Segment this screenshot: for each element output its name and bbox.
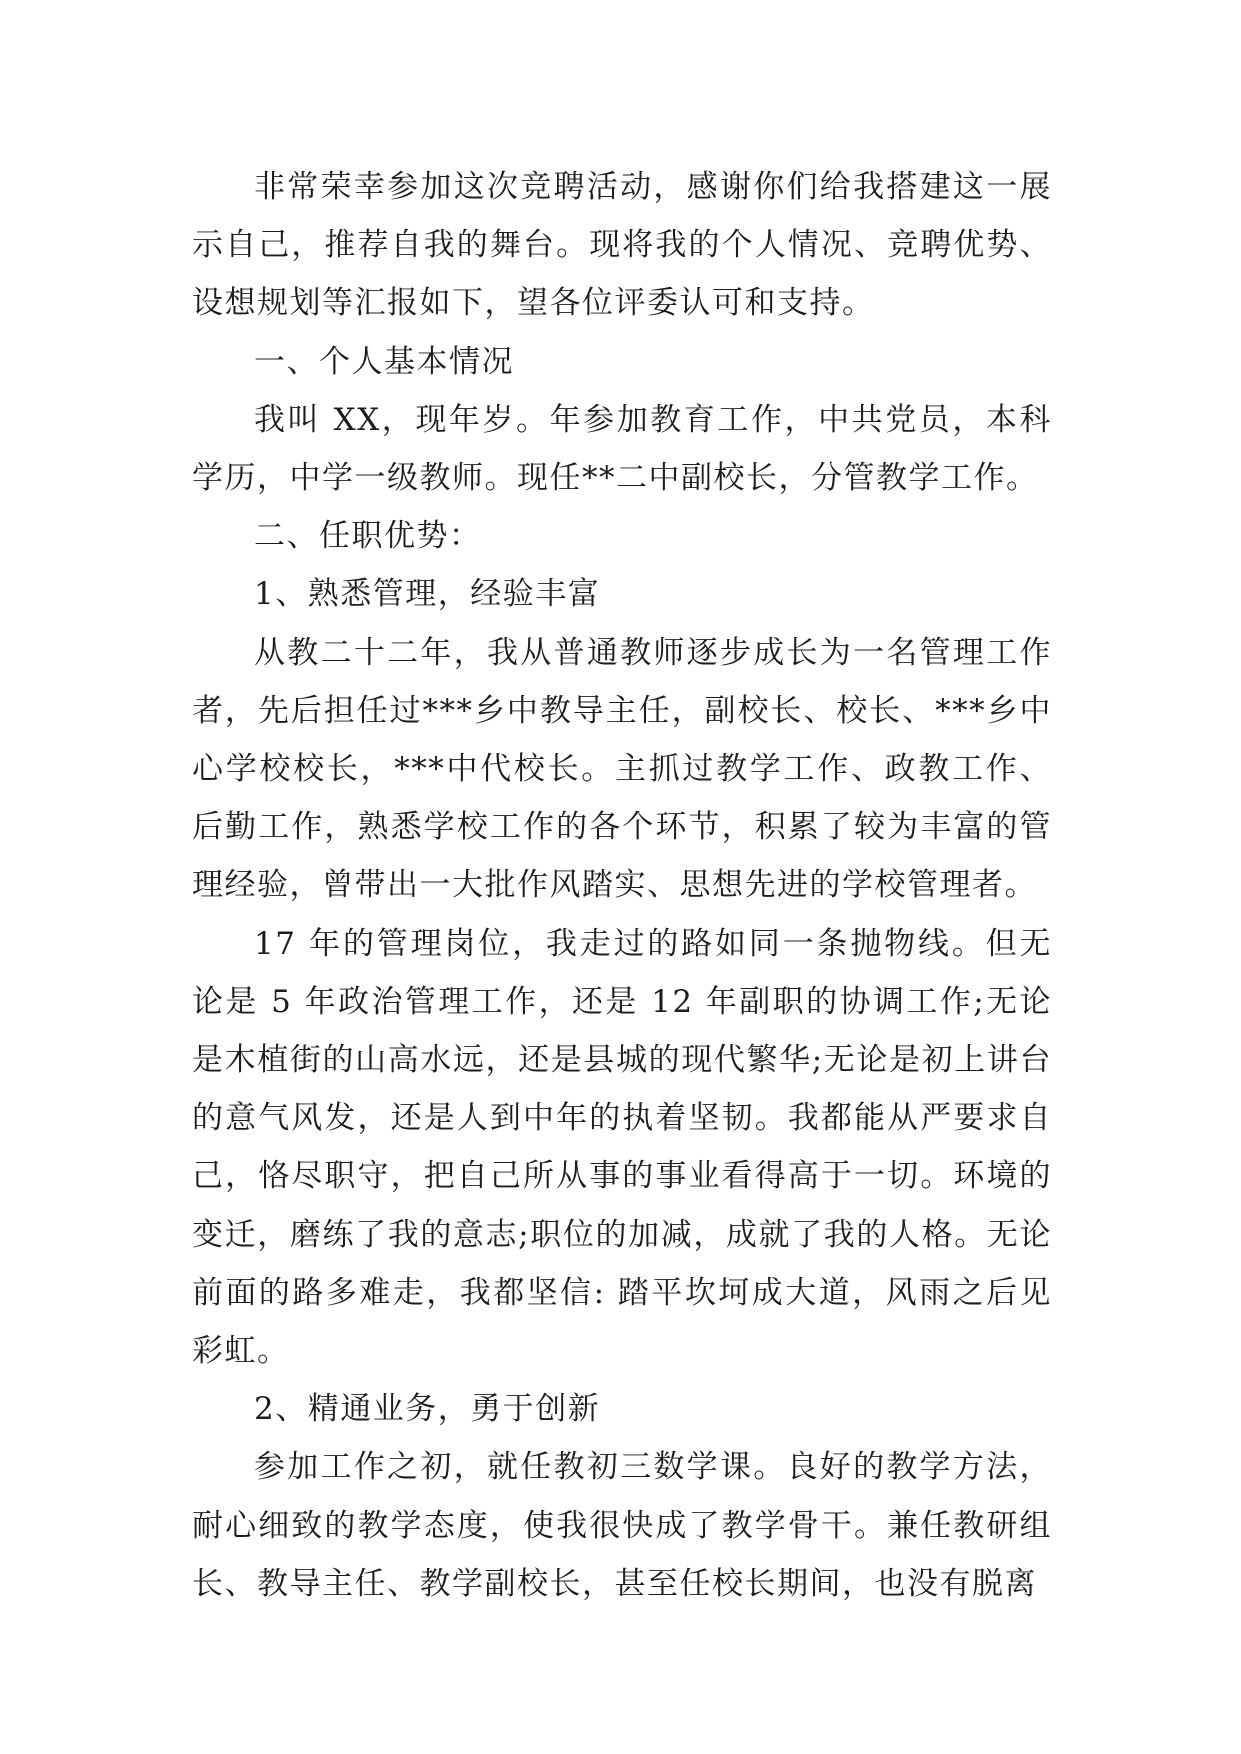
heading-advantages: 二、任职优势： <box>254 518 482 555</box>
paragraph-teaching: 参加工作之初，就任教初三数学课。良好的教学方法，耐心细致的教学态度，使我很快成了教学骨干。兼任教研组长、教导主任、教学副校长，甚至任校长期间，也没有脱离 <box>192 1449 1052 1602</box>
paragraph-personal-info: 我叫 XX，现年岁。年参加教育工作，中共党员，本科学历，中学一级教师。现任**二中副校长，分管教学工作。 <box>192 401 1052 497</box>
subheading-management: 1、熟悉管理，经验丰富 <box>254 576 601 613</box>
subheading-expertise: 2、精通业务，勇于创新 <box>254 1391 601 1428</box>
heading-personal-info: 一、个人基本情况 <box>254 343 514 380</box>
paragraph-management-experience: 从教二十二年，我从普通教师逐步成长为一名管理工作者，先后担任过***乡中教导主任，副校长、校长、***乡中心学校校长，***中代校长。主抓过教学工作、政教工作、后勤工作，熟悉学校工作的各个环节，积累了较为丰富的管理经验，曾带出一大批作风踏实、思想先进的学校管理者。 <box>192 634 1052 904</box>
paragraph-management-years: 17 年的管理岗位，我走过的路如同一条抛物线。但无论是 5 年政治管理工作，还是 12 年副职的协调工作;无论是木植街的山高水远，还是县城的现代繁华;无论是初上讲台的意气风发，还是人到中年的执着坚韧。我都能从严要求自己，恪尽职守，把自己所从事的事业看得高于一切。环境的变迁，磨练了我的意志;职位的加减，成就了我的人格。无论前面的路多难走，我都坚信: 踏平坎坷成大道，风雨之后见彩虹。 <box>192 925 1052 1370</box>
document-body <box>192 158 1052 1613</box>
paragraph-intro: 非常荣幸参加这次竞聘活动，感谢你们给我搭建这一展示自己，推荐自我的舞台。现将我的个人情况、竞聘优势、设想规划等汇报如下，望各位评委认可和支持。 <box>192 169 1052 322</box>
